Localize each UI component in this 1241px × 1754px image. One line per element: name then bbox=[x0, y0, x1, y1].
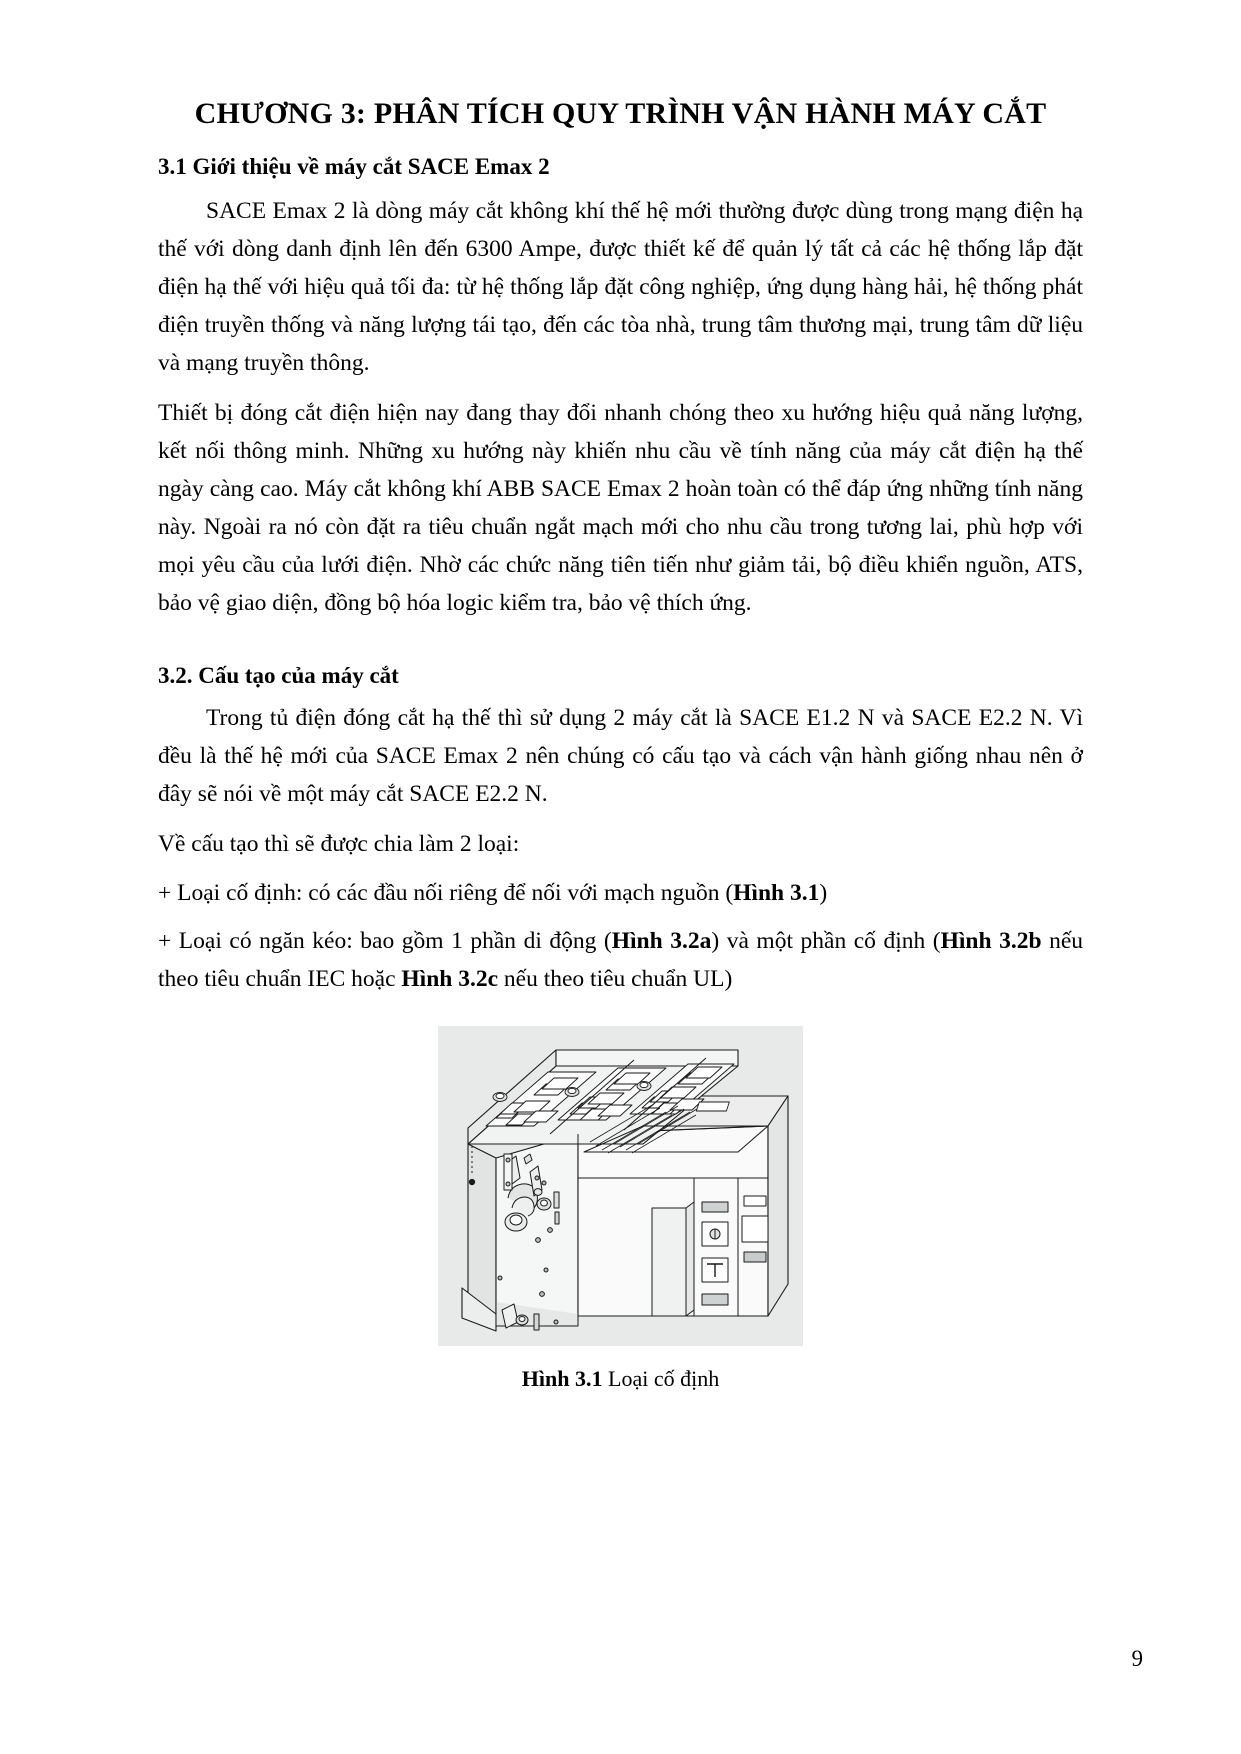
section-3-1-paragraph-2: Thiết bị đóng cắt điện hiện nay đang thay đổi nhanh chóng theo xu hướng hiệu quả năng lượng, kết nối thông minh. Những xu hướng này khiến nhu cầu về tính năng của máy cắt điện hạ thế ngày càng cao. Máy cắt không khí ABB SACE Emax 2 hoàn toàn có thể đáp ứng những tính năng này. Ngoài ra nó còn đặt ra tiêu chuẩn ngắt mạch mới cho nhu cầu trong tương lai, phù hợp với mọi yêu cầu của lưới điện. Nhờ các chức năng tiên tiến như giảm tải, bộ điều khiển nguồn, ATS, bảo vệ giao diện, đồng bộ hóa logic kiểm tra, bảo vệ thích ứng. bbox=[158, 399, 1083, 617]
figure-image-circuit-breaker bbox=[438, 1026, 803, 1346]
figure-block bbox=[158, 1026, 1083, 1395]
section-heading-3-1: 3.1 Giới thiệu về máy cắt SACE Emax 2 bbox=[158, 153, 550, 179]
figure-ref-3-1: Hình 3.1 bbox=[733, 879, 820, 906]
bullet-drawout-text-1: + Loại có ngăn kéo: bao gồm 1 phần di động ( bbox=[158, 927, 612, 954]
page-number: 9 bbox=[1131, 1646, 1143, 1671]
figure-ref-3-2c: Hình 3.2c bbox=[401, 965, 499, 992]
bullet-fixed-type bbox=[158, 874, 1083, 912]
figure-caption bbox=[158, 1364, 1083, 1395]
section-3-2-paragraph-2: Về cấu tạo thì sẽ được chia làm 2 loại: bbox=[158, 831, 520, 858]
circuit-breaker-illustration bbox=[438, 1026, 803, 1346]
page-content bbox=[158, 95, 1083, 1395]
bullet-drawout-text-2: ) và một phần cố định ( bbox=[711, 927, 941, 954]
figure-caption-label: Hình 3.1 bbox=[521, 1365, 603, 1391]
section-heading-3-2: 3.2. Cấu tạo của máy cắt bbox=[158, 663, 399, 689]
figure-ref-3-2b: Hình 3.2b bbox=[940, 927, 1042, 954]
chapter-title: CHƯƠNG 3: PHÂN TÍCH QUY TRÌNH VẬN HÀNH MÁY CẮT bbox=[194, 97, 1047, 130]
bullet-drawout-text-4: nếu theo tiêu chuẩn UL) bbox=[498, 965, 733, 992]
section-3-1-paragraph-1: SACE Emax 2 là dòng máy cắt không khí thế hệ mới thường được dùng trong mạng điện hạ thế với dòng danh định lên đến 6300 Ampe, được thiết kế để quản lý tất cả các hệ thống lắp đặt điện hạ thế với hiệu quả tối đa: từ hệ thống lắp đặt công nghiệp, ứng dụng hàng hải, hệ thống phát điện truyền thống và năng lượng tái tạo, đến các tòa nhà, trung tâm thương mại, trung tâm dữ liệu và mạng truyền thông. bbox=[158, 197, 1083, 376]
bullet-drawout-type bbox=[158, 922, 1083, 998]
figure-ref-3-2a: Hình 3.2a bbox=[611, 927, 712, 954]
bullet-fixed-type-text-after: ) bbox=[819, 879, 828, 906]
bullet-fixed-type-text-before: + Loại cố định: có các đầu nối riêng để nối với mạch nguồn ( bbox=[158, 879, 734, 906]
bullet-drawout-text-3: nếu theo tiêu chuẩn IEC hoặc bbox=[158, 927, 1083, 992]
figure-caption-text: Loại cố định bbox=[602, 1365, 720, 1391]
section-3-2-paragraph-1: Trong tủ điện đóng cắt hạ thế thì sử dụng 2 máy cắt là SACE E1.2 N và SACE E2.2 N. Vì đều là thế hệ mới của SACE Emax 2 nên chúng có cấu tạo và cách vận hành giống nhau nên ở đây sẽ nói về một máy cắt SACE E2.2 N. bbox=[158, 705, 1083, 808]
